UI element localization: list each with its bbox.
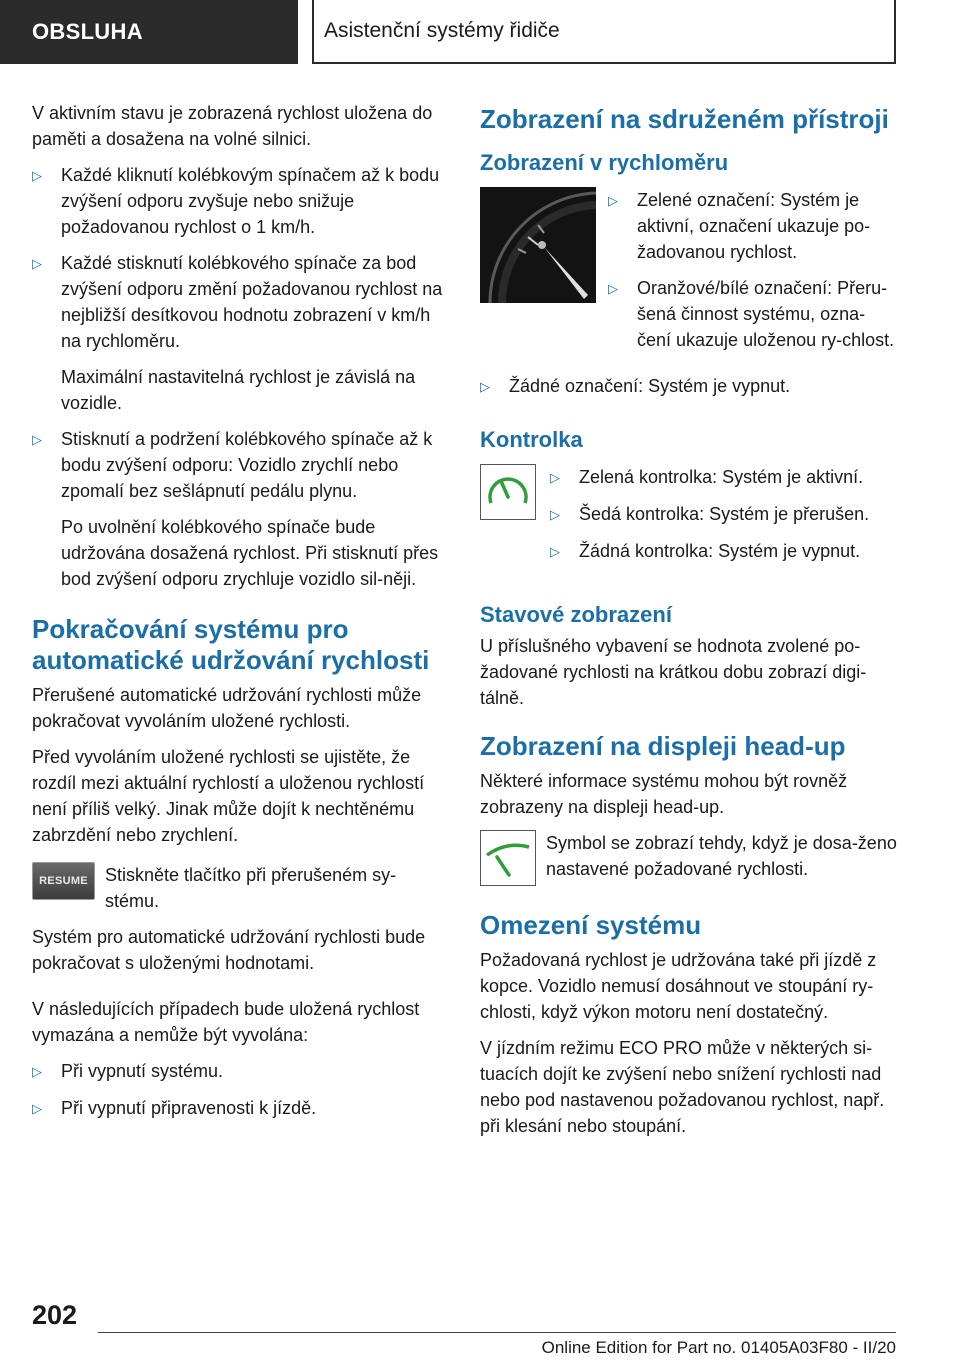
list-item: ▷ Stisknutí a podržení kolébkového spínače až k bodu zvýšení odporu: Vozidlo zrychlí nebo zpomalí bez sešlápnutí pedálu plynu. (32, 426, 446, 504)
chapter-title-bar (312, 0, 896, 64)
list-note: Po uvolnění kolébkového spínače bude udržována dosažená rychlost. Při stisknutí přes bod zvýšení odporu zrychluje vozidlo sil-něji. (61, 517, 439, 589)
resume-paragraph: V následujících případech bude uložená rychlost vymazána a nemůže být vyvolána: (32, 999, 420, 1045)
list-item: ▷ Žádné označení: Systém je vypnut. (480, 373, 898, 400)
footer-divider (98, 1332, 896, 1333)
list-item: ▷ Zelené označení: Systém je aktivní, označení ukazuje po-žadovanou rychlost. (608, 187, 898, 265)
resume-button-icon: RESUME (32, 862, 95, 900)
bullet-triangle-icon: ▷ (480, 379, 490, 394)
bullet-triangle-icon: ▷ (550, 507, 560, 522)
left-column (32, 100, 446, 1132)
list-item: ▷ Zelená kontrolka: Systém je aktivní. (550, 464, 898, 491)
heading-resume: Pokračování systému pro automatické udržování rychlosti (32, 614, 430, 675)
list-item: ▷ Oranžové/bílé označení: Přeru-šená činnost systému, ozna-čení ukazuje uloženou ry-chlost. (608, 275, 898, 353)
bullet-triangle-icon: ▷ (32, 432, 42, 447)
indicator-row (480, 464, 898, 575)
list-item: ▷ Šedá kontrolka: Systém je přerušen. (550, 501, 898, 528)
chapter-title: Asistenční systémy řidiče (324, 19, 560, 42)
status-paragraph: U příslušného vybavení se hodnota zvolené po-žadované rychlosti na krátkou dobu zobrazí digi-tálně. (480, 636, 867, 708)
resume-instruction-row: RESUME Stiskněte tlačítko při přerušeném sy-stému. (32, 862, 446, 914)
heading-hud: Zobrazení na displeji head-up (480, 731, 846, 761)
list-item: ▷ Při vypnutí připravenosti k jízdě. (32, 1095, 446, 1122)
heading-status: Stavové zobrazení (480, 602, 672, 627)
heading-limits: Omezení systému (480, 910, 702, 940)
list-note: Maximální nastavitelná rychlost je závislá na vozidle. (61, 367, 416, 413)
heading-cluster: Zobrazení na sdruženém přístroji (480, 104, 889, 134)
list-item: ▷ Žádná kontrolka: Systém je vypnut. (550, 538, 898, 565)
speedometer-row (480, 187, 898, 363)
bullet-triangle-icon: ▷ (32, 168, 42, 183)
limits-paragraph: Požadovaná rychlost je udržována také při jízdě z kopce. Vozidlo nemusí dosáhnout ve stoupání ry-chlosti, když výkon motoru není dostatečný. (480, 950, 877, 1022)
cruise-control-indicator-icon (480, 464, 536, 520)
edition-info: Online Edition for Part no. 01405A03F80 - II/20 (541, 1338, 896, 1357)
limits-paragraph: V jízdním režimu ECO PRO může v některých si-tuacích dojít ke zvýšení nebo snížení rychlosti nad nebo pod nastavenou požadovanou rychlost, např. při klesání nebo stoupání. (480, 1038, 885, 1136)
bullet-triangle-icon: ▷ (550, 544, 560, 559)
list-item: ▷ Každé kliknutí kolébkovým spínačem až k bodu zvýšení odporu zvyšuje nebo snižuje požadovanou rychlost o 1 km/h. (32, 162, 446, 240)
section-label: OBSLUHA (32, 19, 143, 44)
resume-paragraph: Přerušené automatické udržování rychlosti může pokračovat vyvoláním uložené rychlosti. (32, 685, 422, 731)
hud-paragraph: Některé informace systému mohou být rovněž zobrazeny na displeji head-up. (480, 771, 848, 817)
bullet-triangle-icon: ▷ (608, 281, 618, 296)
list-item: ▷ Každé stisknutí kolébkového spínače za bod zvýšení odporu změní požadovanou rychlost na nejbližší desítkovou hodnotu zobrazení v km/h na rychloměru. (32, 250, 446, 354)
intro-paragraph: V aktivním stavu je zobrazená rychlost uložena do paměti a dosažena na volné silnici. (32, 103, 433, 149)
right-column (480, 100, 898, 1149)
bullet-triangle-icon: ▷ (32, 1101, 42, 1116)
heading-indicator: Kontrolka (480, 427, 583, 452)
hud-symbol-row: Symbol se zobrazí tehdy, když je dosa-ženo nastavené požadované rychlosti. (480, 830, 898, 886)
resume-paragraph: Systém pro automatické udržování rychlosti bude pokračovat s uloženými hodnotami. (32, 927, 426, 973)
bullet-triangle-icon: ▷ (32, 256, 42, 271)
heading-speedometer: Zobrazení v rychloměru (480, 150, 729, 175)
speedometer-image (480, 187, 596, 303)
list-item: ▷ Při vypnutí systému. (32, 1058, 446, 1085)
speedometer-needle-icon (480, 187, 596, 303)
resume-paragraph: Před vyvoláním uložené rychlosti se ujistěte, že rozdíl mezi aktuální rychlostí a uloženou rychlostí není příliš velký. Jinak může dojít k nechtěnému zabrzdění nebo zrychlení. (32, 747, 425, 845)
section-tab (0, 0, 298, 64)
bullet-triangle-icon: ▷ (32, 1064, 42, 1079)
hud-speed-symbol-icon (480, 830, 536, 886)
page-number: 202 (32, 1300, 78, 1330)
bullet-triangle-icon: ▷ (608, 193, 618, 208)
bullet-triangle-icon: ▷ (550, 470, 560, 485)
